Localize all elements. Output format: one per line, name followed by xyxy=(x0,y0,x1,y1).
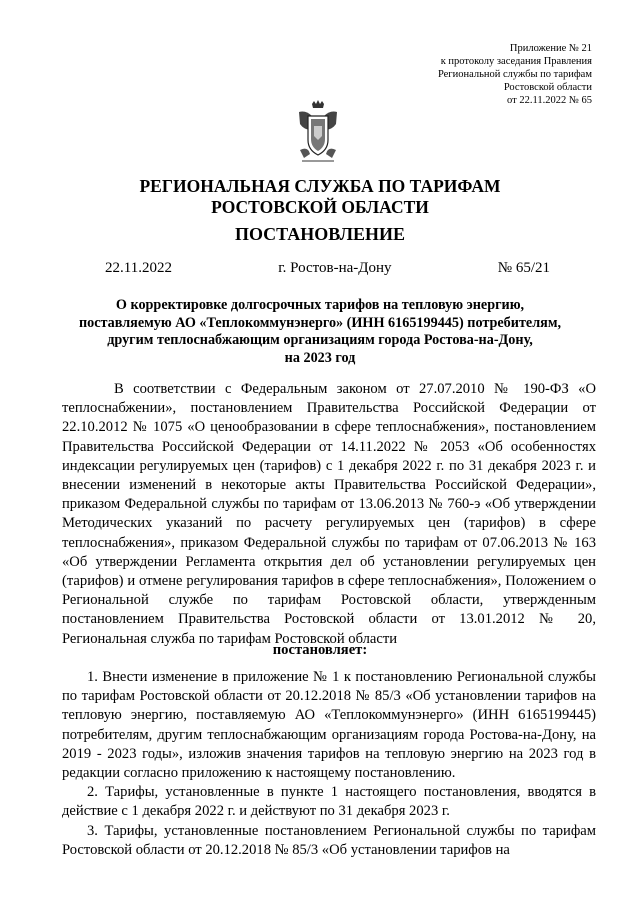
subject-line: на 2023 год xyxy=(284,349,356,366)
coat-of-arms-icon xyxy=(296,100,340,162)
organization-title xyxy=(0,176,640,218)
document-type: ПОСТАНОВЛЕНИЕ xyxy=(234,224,406,244)
subject-line: другим теплоснабжающим организациям города Ростова-на-Дону, xyxy=(107,332,533,348)
decree-item: 1. Внести изменение в приложение № 1 к постановлению Региональной службы по тарифам Ростовской области от 20.12.2018 № 85/3 «Об установлении тарифов на тепловую энергию, поставляемую АО «Теплокоммунэнерго» (ИНН 6165199445) потребителям, другим теплоснабжающим организациям города Ростова-на-Дону, на 2019 - 2023 годы», изложив значения тарифов на тепловую энергию на 2023 год в редакции согласно приложению к настоящему постановлению. xyxy=(62,669,596,782)
document-city: г. Ростов-на-Дону xyxy=(278,260,392,276)
appendix-line: Приложение № 21 xyxy=(509,43,592,54)
appendix-line: к протоколу заседания Правления xyxy=(440,56,592,67)
decree-item: 3. Тарифы, установленные постановлением Региональной службы по тарифам Ростовской области от 20.12.2018 № 85/3 «Об установлении тарифов на xyxy=(62,822,596,858)
subject-line: О корректировке долгосрочных тарифов на тепловую энергию, xyxy=(115,297,525,313)
decree-item: 2. Тарифы, установленные в пункте 1 настоящего постановления, вводятся в действие с 1 декабря 2022 г. и действуют по 31 декабря 2023 г. xyxy=(62,784,596,820)
document-number: № 65/21 xyxy=(497,260,550,276)
document-date: 22.11.2022 xyxy=(105,260,172,276)
subject-line: поставляемую АО «Теплокоммунэнерго» (ИНН 6165199445) потребителям, xyxy=(78,314,562,331)
document-subject xyxy=(70,297,570,367)
appendix-line: от 22.11.2022 № 65 xyxy=(507,95,592,106)
preamble-paragraph: В соответствии с Федеральным законом от 27.07.2010 № 190-ФЗ «О теплоснабжении», постановлением Правительства Российской Федерации от 22.10.2012 № 1075 «О ценообразовании в сфере теплоснабжения», постановлением Правительства Российской Федерации от 14.11.2022 № 2053 «Об особенностях индексации регулируемых цен (тарифов) с 1 декабря 2022 г. по 31 декабря 2023 г. и внесении изменений в некоторые акты Правительства Российской Федерации», приказом Федеральной службы по тарифам от 13.06.2013 № 760-э «Об утверждении Методических указаний по расчету регулируемых цен (тарифов) в сфере теплоснабжения», приказом Федеральной службы по тарифам от 07.06.2013 № 163 «Об утверждении Регламента открытия дел об установлении регулируемых цен (тарифов) и отмене регулирования тарифов в сфере теплоснабжения», Положением о Региональной службе по тарифам Ростовской области, утвержденным постановлением Правительства Ростовской области от 13.01.2012 № 20, Региональная служба по тарифам Ростовской области xyxy=(62,381,596,647)
decree-items xyxy=(62,668,596,860)
organization-title-line: РОСТОВСКОЙ ОБЛАСТИ xyxy=(211,197,429,217)
appendix-line: Региональной службы по тарифам xyxy=(437,69,592,80)
appendix-note xyxy=(438,42,592,107)
document-meta xyxy=(105,260,550,277)
organization-title-line: РЕГИОНАЛЬНАЯ СЛУЖБА ПО ТАРИФАМ xyxy=(139,176,501,196)
appendix-line: Ростовской области xyxy=(503,82,592,93)
decree-word: постановляет: xyxy=(272,642,368,658)
